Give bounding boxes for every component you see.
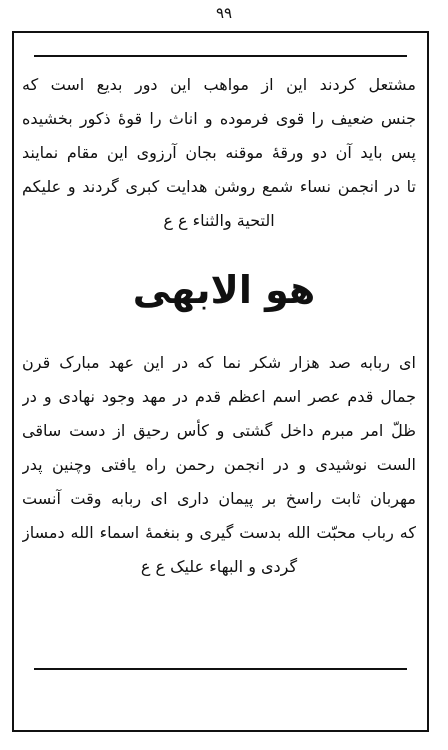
text-line: مهربان ثابت راسخ بر پیمان داری ای ربابه وقت آنست — [22, 489, 416, 508]
top-rule — [34, 55, 407, 57]
text-line: تا در انجمن نساء شمع روشن هدایت کبری گردند و علیکم — [22, 177, 416, 196]
bottom-rule — [34, 668, 407, 670]
text-line: گردی و البهاء علیک ع ع — [140, 557, 298, 576]
text-line: ای ربابه صد هزار شکر نما که در این عهد مبارک قرن — [22, 353, 416, 372]
text-line: التحیة والثناء ع ع — [163, 211, 275, 230]
page-number: ۹۹ — [215, 4, 233, 22]
invocation-heading: هو الابهی — [132, 268, 316, 312]
text-line: پس باید آن دو ورقهٔ موقنه بجان آرزوی این مقام نمایند — [22, 143, 416, 162]
text-line: الست نوشیدی و در انجمن رحمن راه یافتی وچنین پدر — [22, 455, 416, 474]
text-line: مشتعل کردند این از مواهب این دور بدیع است که — [22, 75, 416, 94]
text-line: جنس ضعیف را قوی فرموده و اناث را قوهٔ ذکور بخشیده — [22, 109, 416, 128]
paragraph-1 — [22, 68, 416, 238]
text-line: که رباب محبّت الله بدست گیری و بنغمهٔ اسماء الله دمساز — [22, 523, 416, 542]
paragraph-2 — [22, 346, 416, 584]
text-line: جمال قدم عصر اسم اعظم قدم در مهد وجود نهادی و در — [22, 387, 416, 406]
text-line: ظلّ امر مبرم داخل گشتی و کأس رحیق از دست ساقی — [22, 421, 416, 440]
